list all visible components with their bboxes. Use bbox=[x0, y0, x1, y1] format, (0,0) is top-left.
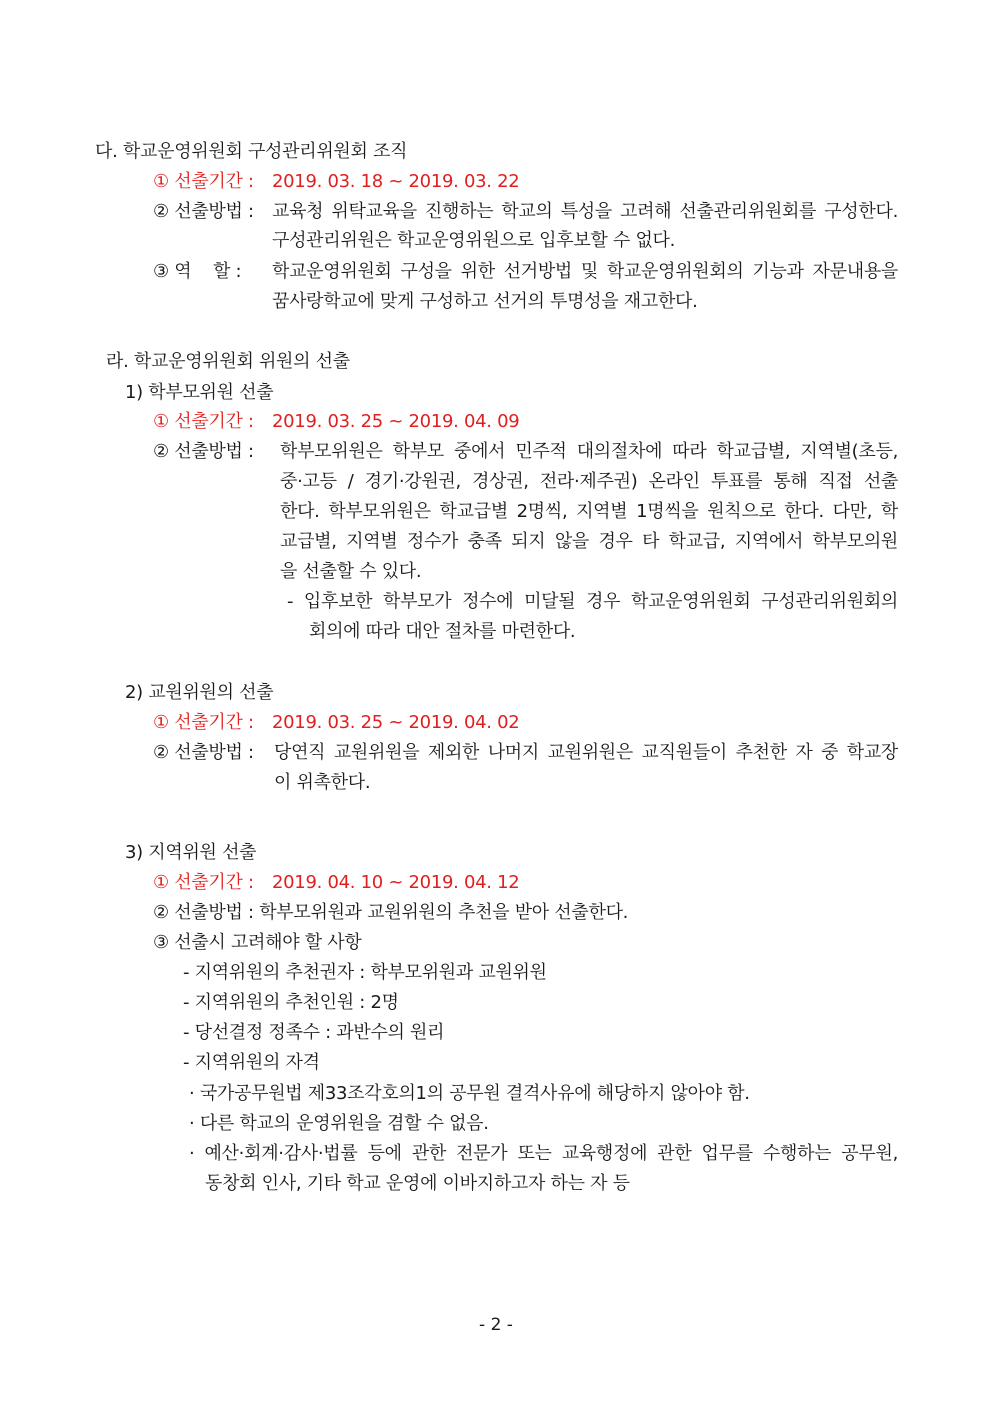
da-method-line-2: 구성관리위원은 학교운영위원으로 입후보할 수 없다. bbox=[272, 230, 676, 251]
sub1-method-line-3: 한다. 학부모위원은 학교급별 2명씩, 지역별 1명씩을 원칙으로 한다. 다만, 학 bbox=[280, 501, 898, 522]
sub2-method-line-2: 이 위촉한다. bbox=[274, 772, 371, 793]
da-role-line-1: 학교운영위원회 구성을 위한 선거방법 및 학교운영위원회의 기능과 자문내용을 bbox=[272, 261, 898, 282]
sub1-method-line-4: 교급별, 지역별 정수가 충족 되지 않을 경우 타 학교급, 지역에서 학부모의원 bbox=[280, 531, 898, 552]
sub1-period-label: ① 선출기간 : bbox=[153, 411, 254, 432]
sub1-method-line-1: 학부모위원은 학부모 중에서 민주적 대의절차에 따라 학교급별, 지역별(초등, bbox=[280, 441, 898, 462]
sub1-note-line-1: - 입후보한 학부모가 정수에 미달될 경우 학교운영위원회 구성관리위원회의 bbox=[287, 591, 898, 612]
sub2-period-value: 2019. 03. 25 ~ 2019. 04. 02 bbox=[272, 712, 520, 733]
da-method-label: ② 선출방법 : bbox=[153, 201, 254, 222]
sub3-period-label: ① 선출기간 : bbox=[153, 872, 254, 893]
sub3-qual-item-2: · 다른 학교의 운영위원을 겸할 수 없음. bbox=[189, 1113, 489, 1134]
page-number: - 2 - bbox=[479, 1315, 513, 1335]
sub3-method-line: ② 선출방법 : 학부모위원과 교원위원의 추천을 받아 선출한다. bbox=[153, 902, 629, 923]
da-role-line-2: 꿈사랑학교에 맞게 구성하고 선거의 투명성을 재고한다. bbox=[272, 291, 698, 312]
sub1-method-line-2: 중·고등 / 경기·강원권, 경상권, 전라·제주권) 온라인 투표를 통해 직접 선출 bbox=[280, 471, 898, 492]
sub2-method-label: ② 선출방법 : bbox=[153, 742, 254, 763]
sub3-consider-item-2: - 지역위원의 추천인원 : 2명 bbox=[183, 992, 399, 1013]
sub2-period-label: ① 선출기간 : bbox=[153, 712, 254, 733]
da-period-value: 2019. 03. 18 ~ 2019. 03. 22 bbox=[272, 171, 520, 192]
sub2-method-line-1: 당연직 교원위원을 제외한 나머지 교원위원은 교직원들이 추천한 자 중 학교장 bbox=[274, 742, 898, 763]
da-method-line-1: 교육청 위탁교육을 진행하는 학교의 특성을 고려해 선출관리위원회를 구성한다. bbox=[272, 201, 898, 222]
section-ra-heading: 라. 학교운영위원회 위원의 선출 bbox=[106, 351, 350, 372]
sub3-consider-item-4: - 지역위원의 자격 bbox=[183, 1052, 320, 1073]
sub3-qual-item-1: · 국가공무원법 제33조각호의1의 공무원 결격사유에 해당하지 않아야 함. bbox=[189, 1083, 750, 1104]
sub1-heading: 1) 학부모위원 선출 bbox=[125, 382, 274, 403]
sub3-consider-item-1: - 지역위원의 추천권자 : 학부모위원과 교원위원 bbox=[183, 962, 547, 983]
sub3-period-value: 2019. 04. 10 ~ 2019. 04. 12 bbox=[272, 872, 520, 893]
da-role-label: ③ 역 할 : bbox=[153, 261, 242, 282]
sub3-consider-heading: ③ 선출시 고려해야 할 사항 bbox=[153, 932, 362, 953]
sub1-note-line-2: 회의에 따라 대안 절차를 마련한다. bbox=[309, 621, 576, 642]
sub1-method-line-5: 을 선출할 수 있다. bbox=[280, 561, 422, 582]
sub3-heading: 3) 지역위원 선출 bbox=[125, 842, 257, 863]
section-da-heading: 다. 학교운영위원회 구성관리위원회 조직 bbox=[95, 141, 408, 162]
sub2-heading: 2) 교원위원의 선출 bbox=[125, 682, 274, 703]
sub3-consider-item-3: - 당선결정 정족수 : 과반수의 원리 bbox=[183, 1022, 445, 1043]
sub3-qual-item-3: · 예산·회계·감사·법률 등에 관한 전문가 또는 교육행정에 관한 업무를 수행하는 공무원, bbox=[189, 1143, 898, 1164]
da-period-label: ① 선출기간 : bbox=[153, 171, 254, 192]
sub3-qual-item-4: 동창회 인사, 기타 학교 운영에 이바지하고자 하는 자 등 bbox=[205, 1173, 630, 1194]
sub1-method-label: ② 선출방법 : bbox=[153, 441, 254, 462]
sub1-period-value: 2019. 03. 25 ~ 2019. 04. 09 bbox=[272, 411, 520, 432]
